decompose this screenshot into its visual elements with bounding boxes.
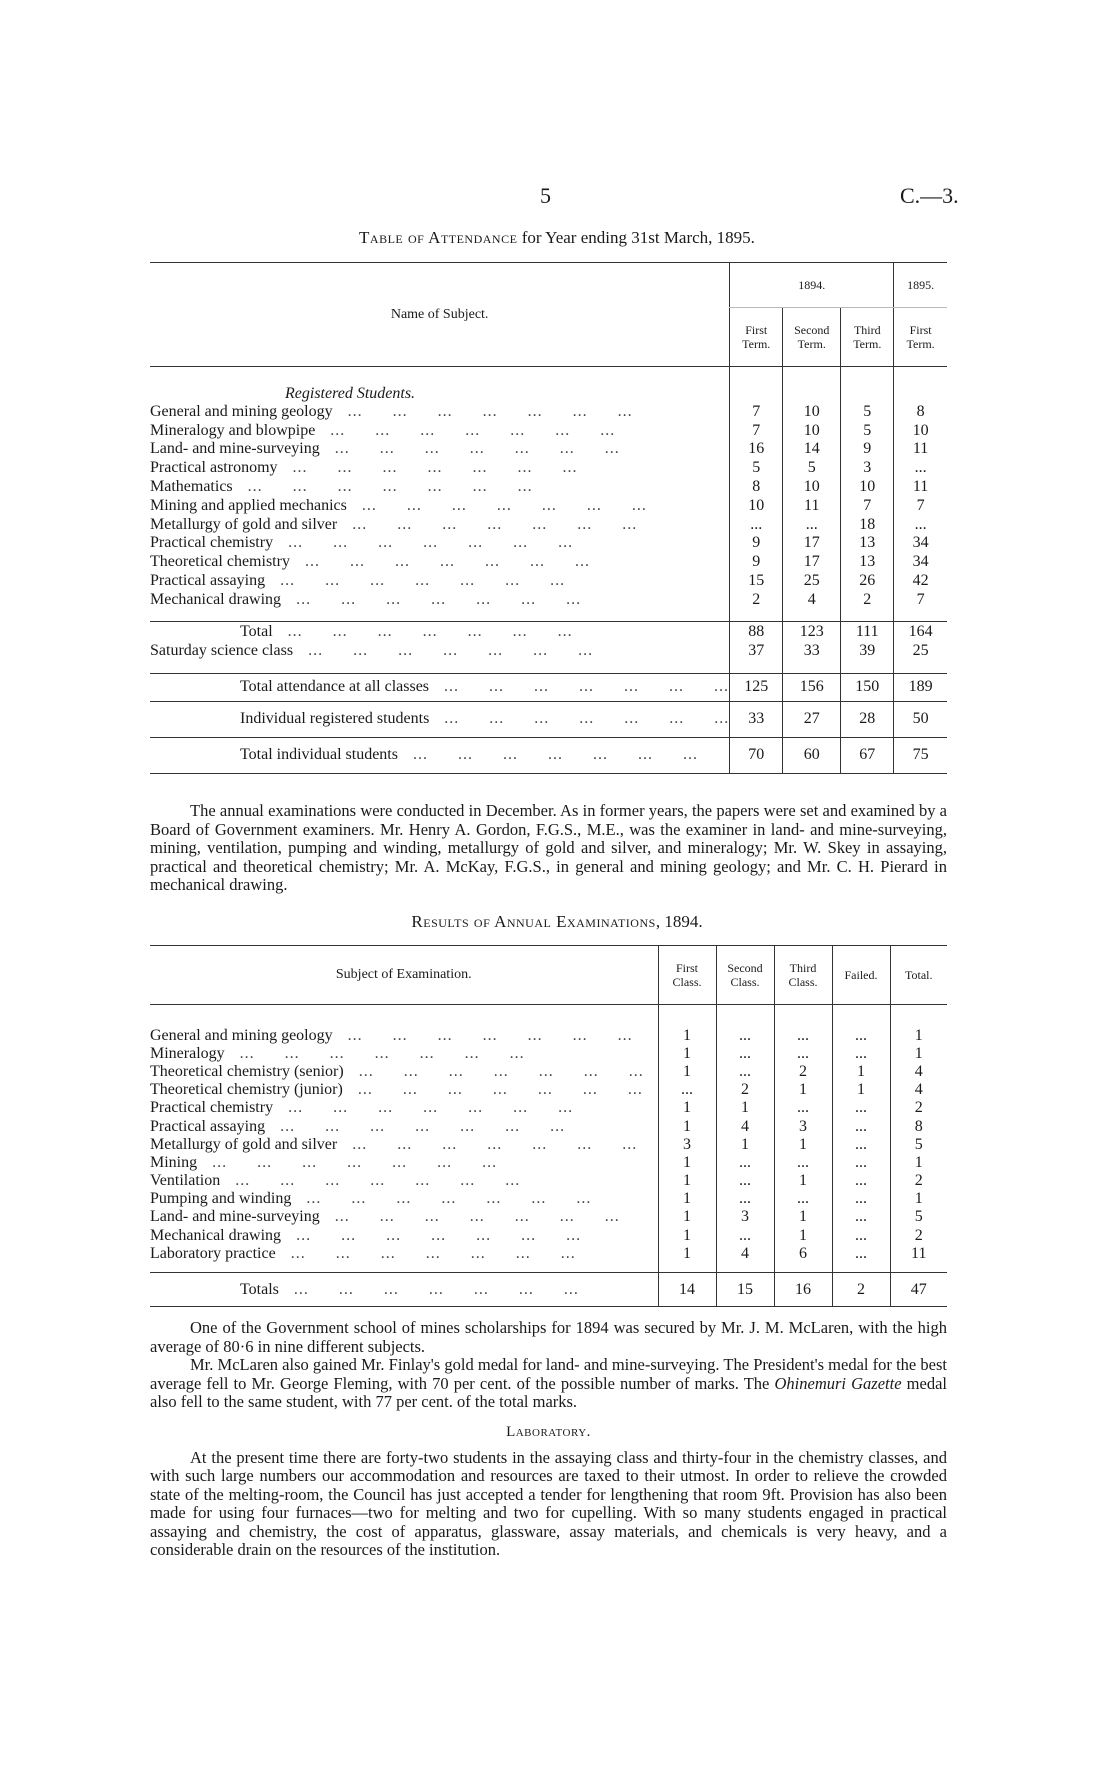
value-cell: 5 <box>783 459 841 478</box>
value-cell: 10 <box>841 478 894 497</box>
value-cell: 7 <box>841 496 894 515</box>
subject-name: Mathematics <box>150 478 233 496</box>
leader-dots: ... ... ... ... ... ... ... <box>346 496 647 514</box>
value-cell: 11 <box>894 440 947 459</box>
leader-dots: ... ... ... ... ... ... ... <box>291 1190 592 1208</box>
value-cell: ... <box>832 1227 890 1245</box>
leader-dots: ... ... ... ... ... ... ... <box>429 710 730 728</box>
leader-dots: ... ... ... ... ... ... ... <box>273 534 574 552</box>
value-cell: 123 <box>783 621 841 641</box>
value-cell: 17 <box>783 553 841 572</box>
value-cell: 16 <box>730 440 783 459</box>
results-row <box>150 1190 947 1208</box>
subject-name: General and mining geology <box>150 1026 333 1044</box>
value-cell: 1 <box>658 1027 716 1045</box>
subject-name: Practical astronomy <box>150 459 278 477</box>
leader-dots: ... ... ... ... ... ... ... <box>342 1081 643 1099</box>
year-1894-header: 1894. <box>730 263 894 308</box>
value-cell: 1 <box>716 1136 774 1154</box>
subject-name: Mining and applied mechanics <box>150 496 347 514</box>
subject-name: Mechanical drawing <box>150 590 282 608</box>
subject-cell <box>150 534 730 553</box>
subject-name: Practical assaying <box>150 572 266 590</box>
value-cell: ... <box>783 515 841 534</box>
value-cell: 39 <box>841 641 894 661</box>
value-cell: 10 <box>783 478 841 497</box>
value-cell: 2 <box>716 1081 774 1099</box>
attendance-row <box>150 440 947 459</box>
value-cell: 8 <box>730 478 783 497</box>
subject-cell <box>150 621 730 641</box>
laboratory-text: At the present time there are forty-two students in the assaying class and thirty-four in the chemistry classes, and with such large numbers our accommodation and resources are taxed to their utmost. In order to relieve the crowded state of the melting-room, the Council has just accepted a tender for lengthening that room 9ft. Provision has also been made for using four furnaces—two for melting and two for cupelling. With so many students engaged in practical assaying and chemistry, the cost of apparatus, glassware, assay materials, and chemicals is very heavy, and a considerable drain on the resources of the institution. <box>150 1447 947 1559</box>
value-cell: 7 <box>894 496 947 515</box>
term-header: First Term. <box>730 308 783 367</box>
subject-name: Total individual students <box>240 746 398 764</box>
attendance-row <box>150 590 947 609</box>
value-cell: 4 <box>890 1063 947 1081</box>
subject-name: General and mining geology <box>150 402 333 420</box>
subject-name: Theoretical chemistry (senior) <box>150 1062 344 1080</box>
value-cell: ... <box>774 1190 832 1208</box>
value-cell: ... <box>716 1027 774 1045</box>
value-cell: 33 <box>730 701 783 737</box>
third-class-header: Third Class. <box>774 946 832 1005</box>
term-header: Third Term. <box>841 308 894 367</box>
value-cell: ... <box>832 1172 890 1190</box>
value-cell: 18 <box>841 515 894 534</box>
leader-dots: ... ... ... ... ... ... ... <box>319 440 620 458</box>
results-table-title <box>0 912 1114 932</box>
results-row <box>150 1227 947 1245</box>
subject-name: Practical chemistry <box>150 1099 274 1117</box>
value-cell: 1 <box>774 1136 832 1154</box>
attendance-row <box>150 515 947 534</box>
attendance-table-title <box>0 228 1114 248</box>
leader-dots: ... ... ... ... ... ... ... <box>220 1172 521 1190</box>
value-cell: 150 <box>841 673 894 701</box>
value-cell: 27 <box>783 701 841 737</box>
subject-cell <box>150 403 730 422</box>
gazette-name: Ohinemuri Gazette <box>774 1373 902 1393</box>
value-cell: ... <box>658 1081 716 1099</box>
leader-dots: ... ... ... ... ... ... ... <box>281 590 582 608</box>
leader-dots: ... ... ... ... ... ... ... <box>429 678 730 696</box>
value-cell: 4 <box>716 1245 774 1263</box>
value-cell: 34 <box>894 553 947 572</box>
results-row <box>150 1063 947 1081</box>
value-cell: 4 <box>890 1081 947 1099</box>
value-cell: ... <box>832 1099 890 1117</box>
value-cell: 10 <box>894 421 947 440</box>
subject-name: Individual registered students <box>240 710 430 728</box>
value-cell: 1 <box>890 1154 947 1172</box>
value-cell: ... <box>716 1190 774 1208</box>
subject-cell <box>150 590 730 609</box>
value-cell: ... <box>832 1117 890 1135</box>
value-cell: 7 <box>730 403 783 422</box>
value-cell: ... <box>832 1136 890 1154</box>
value-cell: 11 <box>894 478 947 497</box>
value-cell: 25 <box>783 572 841 591</box>
value-cell: 37 <box>730 641 783 661</box>
value-cell: ... <box>774 1099 832 1117</box>
results-row <box>150 1136 947 1154</box>
value-cell: 8 <box>894 403 947 422</box>
scholarship-text: One of the Government school of mines scholarships for 1894 was secured by Mr. J. M. McLaren, with the high average of 80·6 in nine different subjects. <box>150 1318 947 1356</box>
value-cell: 4 <box>783 590 841 609</box>
subject-cell <box>150 1136 658 1154</box>
value-cell: ... <box>832 1245 890 1263</box>
value-cell: 70 <box>730 737 783 773</box>
value-cell: ... <box>832 1154 890 1172</box>
subject-cell <box>150 1099 658 1117</box>
total-individual-row <box>150 737 947 773</box>
value-cell: ... <box>774 1027 832 1045</box>
subject-cell <box>150 1172 658 1190</box>
results-row <box>150 1172 947 1190</box>
document-reference: C.—3. <box>900 183 959 208</box>
value-cell: 88 <box>730 621 783 641</box>
value-cell: 8 <box>890 1117 947 1135</box>
value-cell: 11 <box>783 496 841 515</box>
value-cell: 2 <box>730 590 783 609</box>
value-cell: 16 <box>774 1273 832 1307</box>
total-header: Total. <box>890 946 947 1005</box>
leader-dots: ... ... ... ... ... ... ... <box>278 1280 579 1298</box>
value-cell: 125 <box>730 673 783 701</box>
value-cell: ... <box>832 1027 890 1045</box>
value-cell: 2 <box>774 1063 832 1081</box>
value-cell: 14 <box>658 1273 716 1307</box>
individual-registered-row <box>150 701 947 737</box>
results-totals-row <box>150 1273 947 1307</box>
value-cell: 28 <box>841 701 894 737</box>
subject-name: Totals <box>240 1280 279 1298</box>
subject-name: Pumping and winding <box>150 1190 292 1208</box>
subject-name: Mechanical drawing <box>150 1226 282 1244</box>
subject-cell <box>150 553 730 572</box>
subject-cell <box>150 1154 658 1172</box>
value-cell: 1 <box>658 1099 716 1117</box>
subject-name: Total <box>240 622 273 640</box>
attendance-row <box>150 534 947 553</box>
subject-cell <box>150 572 730 591</box>
leader-dots: ... ... ... ... ... ... ... <box>332 1026 633 1044</box>
subject-cell <box>150 1190 658 1208</box>
attendance-row <box>150 496 947 515</box>
value-cell: 2 <box>841 590 894 609</box>
leader-dots: ... ... ... ... ... ... ... <box>232 478 533 496</box>
results-row <box>150 1081 947 1099</box>
medals-text-b: medal also fell to the same student, with 77 per cent. of the total marks. <box>150 1373 947 1411</box>
name-of-subject-header: Name of Subject. <box>150 263 730 367</box>
results-row <box>150 1208 947 1226</box>
value-cell: 1 <box>658 1245 716 1263</box>
value-cell: 10 <box>730 496 783 515</box>
term-header: Second Term. <box>783 308 841 367</box>
leader-dots: ... ... ... ... ... ... ... <box>343 1062 644 1080</box>
medals-text-a: Mr. McLaren also gained Mr. Finlay's gold medal for land- and mine-surveying. The President's medal for the best average fell to Mr. George Fleming, with 70 per cent. of the possible number of marks. The <box>150 1355 947 1393</box>
value-cell: 13 <box>841 553 894 572</box>
term-header: First Term. <box>894 308 947 367</box>
leader-dots: ... ... ... ... ... ... ... <box>293 642 594 660</box>
value-cell: ... <box>774 1154 832 1172</box>
attendance-title-caps: Table of Attendance <box>359 228 518 247</box>
examinations-paragraph <box>150 802 947 895</box>
value-cell: 1 <box>658 1227 716 1245</box>
subject-name: Mineralogy and blowpipe <box>150 421 316 439</box>
leader-dots: ... ... ... ... ... ... ... <box>265 1117 566 1135</box>
attendance-row <box>150 553 947 572</box>
value-cell: 1 <box>890 1027 947 1045</box>
value-cell: 9 <box>841 440 894 459</box>
value-cell: ... <box>730 515 783 534</box>
subject-cell <box>150 673 730 701</box>
subject-name: Land- and mine-surveying <box>150 440 320 458</box>
second-class-header: Second Class. <box>716 946 774 1005</box>
subject-name: Theoretical chemistry <box>150 553 290 571</box>
subject-cell <box>150 1027 658 1045</box>
value-cell: 9 <box>730 534 783 553</box>
value-cell: 2 <box>890 1227 947 1245</box>
value-cell: 1 <box>658 1117 716 1135</box>
subject-cell <box>150 1227 658 1245</box>
spacer-row <box>150 661 947 673</box>
value-cell: ... <box>716 1227 774 1245</box>
results-row <box>150 1117 947 1135</box>
leader-dots: ... ... ... ... ... ... ... <box>337 515 638 533</box>
page-number: 5 <box>540 183 551 208</box>
attendance-row <box>150 478 947 497</box>
value-cell: 189 <box>894 673 947 701</box>
value-cell: 7 <box>894 590 947 609</box>
results-row <box>150 1099 947 1117</box>
subject-cell <box>150 421 730 440</box>
value-cell: 15 <box>716 1273 774 1307</box>
subject-cell <box>150 737 730 773</box>
value-cell: 4 <box>716 1117 774 1135</box>
subject-cell <box>150 1117 658 1135</box>
value-cell: ... <box>832 1208 890 1226</box>
value-cell: 75 <box>894 737 947 773</box>
attendance-row <box>150 459 947 478</box>
value-cell: 17 <box>783 534 841 553</box>
value-cell: 2 <box>832 1273 890 1307</box>
value-cell: ... <box>716 1063 774 1081</box>
value-cell: 1 <box>658 1208 716 1226</box>
value-cell: 2 <box>890 1172 947 1190</box>
value-cell: ... <box>832 1045 890 1063</box>
value-cell: 14 <box>783 440 841 459</box>
value-cell: 1 <box>890 1045 947 1063</box>
value-cell: 67 <box>841 737 894 773</box>
value-cell: 5 <box>890 1208 947 1226</box>
subject-cell <box>150 701 730 737</box>
subject-cell <box>150 459 730 478</box>
leader-dots: ... ... ... ... ... ... ... <box>337 1135 638 1153</box>
subject-name: Mineralogy <box>150 1044 225 1062</box>
value-cell: 5 <box>890 1136 947 1154</box>
leader-dots: ... ... ... ... ... ... ... <box>197 1153 498 1171</box>
spacer-row <box>150 609 947 621</box>
subject-cell <box>150 1208 658 1226</box>
subject-cell <box>150 1273 658 1307</box>
value-cell: 1 <box>774 1172 832 1190</box>
value-cell: 1 <box>832 1063 890 1081</box>
results-title-rest: , 1894. <box>655 912 703 931</box>
value-cell: 15 <box>730 572 783 591</box>
value-cell: 13 <box>841 534 894 553</box>
value-cell: 42 <box>894 572 947 591</box>
subject-cell <box>150 478 730 497</box>
value-cell: ... <box>894 459 947 478</box>
value-cell: 10 <box>783 421 841 440</box>
value-cell: ... <box>716 1172 774 1190</box>
value-cell: 10 <box>783 403 841 422</box>
value-cell: 25 <box>894 641 947 661</box>
subject-cell <box>150 1045 658 1063</box>
value-cell: 3 <box>658 1136 716 1154</box>
subject-cell <box>150 440 730 459</box>
value-cell: 1 <box>658 1063 716 1081</box>
value-cell: 111 <box>841 621 894 641</box>
value-cell: ... <box>832 1190 890 1208</box>
value-cell: 2 <box>890 1099 947 1117</box>
leader-dots: ... ... ... ... ... ... ... <box>275 1244 576 1262</box>
value-cell: 26 <box>841 572 894 591</box>
subject-name: Theoretical chemistry (junior) <box>150 1081 343 1099</box>
value-cell: 3 <box>716 1208 774 1226</box>
value-cell: 6 <box>774 1245 832 1263</box>
value-cell: 11 <box>890 1245 947 1263</box>
value-cell: 7 <box>730 421 783 440</box>
results-row <box>150 1045 947 1063</box>
value-cell: 1 <box>658 1172 716 1190</box>
value-cell: 1 <box>658 1154 716 1172</box>
leader-dots: ... ... ... ... ... ... ... <box>332 402 633 420</box>
leader-dots: ... ... ... ... ... ... ... <box>315 421 616 439</box>
leader-dots: ... ... ... ... ... ... ... <box>272 622 573 640</box>
results-row <box>150 1245 947 1263</box>
subject-of-examination-header: Subject of Examination. <box>335 967 472 982</box>
value-cell: 1 <box>658 1190 716 1208</box>
leader-dots: ... ... ... ... ... ... ... <box>289 553 590 571</box>
results-row <box>150 1027 947 1045</box>
value-cell: 1 <box>716 1099 774 1117</box>
results-row <box>150 1154 947 1172</box>
subject-name: Practical chemistry <box>150 534 274 552</box>
total-attendance-row <box>150 673 947 701</box>
laboratory-heading: Laboratory. <box>506 1423 591 1440</box>
registered-students-label: Registered Students. <box>285 384 416 402</box>
leader-dots: ... ... ... ... ... ... ... <box>265 572 566 590</box>
attendance-row <box>150 572 947 591</box>
subject-cell <box>150 515 730 534</box>
leader-dots: ... ... ... ... ... ... ... <box>281 1226 582 1244</box>
value-cell: ... <box>894 515 947 534</box>
value-cell: 1 <box>890 1190 947 1208</box>
subject-name: Saturday science class <box>150 642 294 660</box>
subject-name: Total attendance at all classes <box>240 678 430 696</box>
value-cell: 50 <box>894 701 947 737</box>
value-cell: 1 <box>658 1045 716 1063</box>
leader-dots: ... ... ... ... ... ... ... <box>224 1044 525 1062</box>
attendance-row <box>150 403 947 422</box>
subject-name: Metallurgy of gold and silver <box>150 1135 338 1153</box>
subject-name: Practical assaying <box>150 1117 266 1135</box>
value-cell: 33 <box>783 641 841 661</box>
leader-dots: ... ... ... ... ... ... ... <box>277 459 578 477</box>
value-cell: 9 <box>730 553 783 572</box>
year-1895-header: 1895. <box>894 263 947 308</box>
subject-cell <box>150 1081 658 1099</box>
leader-dots: ... ... ... ... ... ... ... <box>319 1208 620 1226</box>
attendance-title-rest: for Year ending 31st March, 1895. <box>517 228 755 247</box>
value-cell: 47 <box>890 1273 947 1307</box>
results-table <box>150 945 947 1307</box>
value-cell: 156 <box>783 673 841 701</box>
value-cell: 5 <box>841 403 894 422</box>
value-cell: ... <box>716 1045 774 1063</box>
subject-name: Metallurgy of gold and silver <box>150 515 338 533</box>
results-title-caps: Results of Annual Examinations <box>411 912 656 931</box>
subject-cell <box>150 496 730 515</box>
scholarship-section <box>150 1319 947 1560</box>
failed-header: Failed. <box>832 946 890 1005</box>
subject-cell <box>150 641 730 661</box>
value-cell: 34 <box>894 534 947 553</box>
value-cell: 1 <box>774 1208 832 1226</box>
value-cell: 1 <box>832 1081 890 1099</box>
value-cell: 1 <box>774 1081 832 1099</box>
value-cell: 3 <box>774 1117 832 1135</box>
attendance-total-row <box>150 621 947 641</box>
examinations-text: The annual examinations were conducted in December. As in former years, the papers were set and examined by a Board of Government examiners. Mr. Henry A. Gordon, F.G.S., M.E., was the examiner in land- and mine-surveying, mining, ventilation, pumping and winding, metallurgy of gold and silver, and mineralogy; Mr. W. Skey in assaying, practical and theoretical chemistry; Mr. A. McKay, F.G.S., in general and mining geology; and Mr. C. H. Pierard in mechanical drawing. <box>150 801 947 894</box>
attendance-row <box>150 421 947 440</box>
attendance-table <box>150 262 947 774</box>
value-cell: 5 <box>730 459 783 478</box>
leader-dots: ... ... ... ... ... ... ... <box>273 1099 574 1117</box>
value-cell: ... <box>716 1154 774 1172</box>
spacer-row <box>150 1263 947 1273</box>
value-cell: 1 <box>774 1227 832 1245</box>
subject-cell <box>150 1245 658 1263</box>
medals-paragraph <box>150 1356 947 1412</box>
subject-name: Land- and mine-surveying <box>150 1208 320 1226</box>
subject-name: Laboratory practice <box>150 1244 276 1262</box>
value-cell: 164 <box>894 621 947 641</box>
value-cell: ... <box>774 1045 832 1063</box>
subject-name: Mining <box>150 1153 198 1171</box>
value-cell: 60 <box>783 737 841 773</box>
leader-dots: ... ... ... ... ... ... ... <box>397 746 698 764</box>
subject-name: Ventilation <box>150 1172 221 1190</box>
subject-cell <box>150 1063 658 1081</box>
saturday-class-row <box>150 641 947 661</box>
value-cell: 5 <box>841 421 894 440</box>
first-class-header: First Class. <box>658 946 716 1005</box>
value-cell: 3 <box>841 459 894 478</box>
